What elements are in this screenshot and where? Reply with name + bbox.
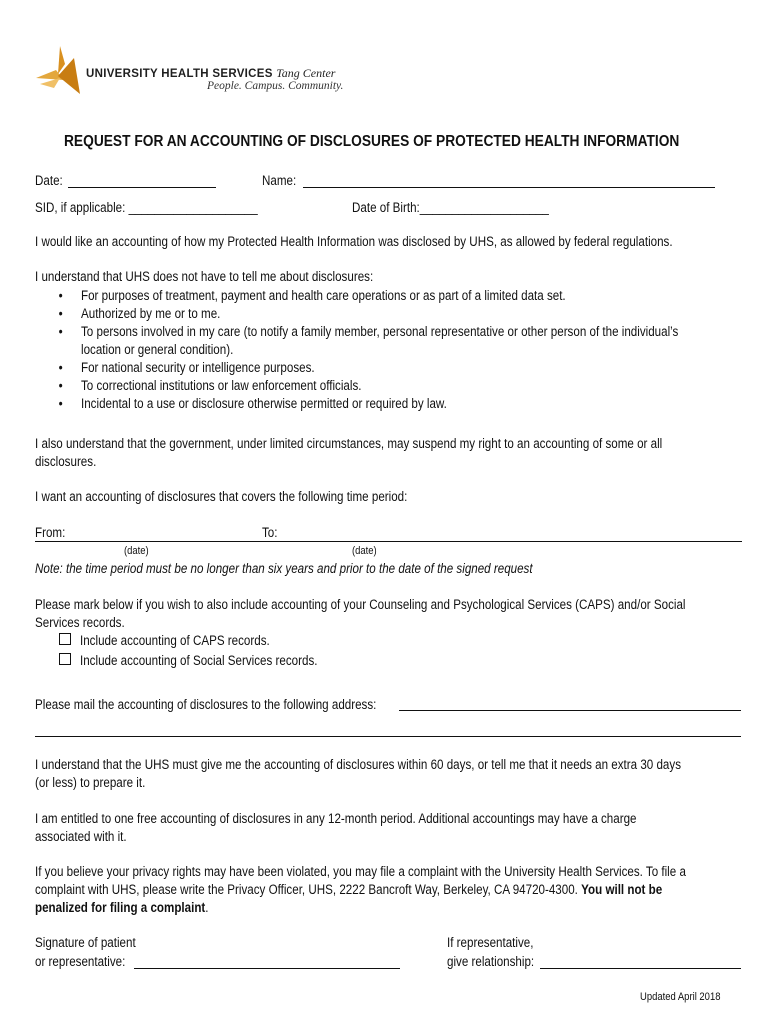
org-name: UNIVERSITY HEALTH SERVICES Tang Center [86, 66, 336, 80]
caps-text-2: Services records. [35, 615, 125, 630]
list-item: • Incidental to a use or disclosure otherwise permitted or required by law. [58, 396, 447, 411]
privacy-text-2: complaint with UHS, please write the Privacy Officer, UHS, 2222 Bancroft Way, Berkeley, CA 94720-4300. You will not be [35, 882, 663, 897]
period-note: Note: the time period must be no longer than six years and prior to the date of the signed request [35, 561, 533, 576]
social-services-checkbox[interactable] [59, 653, 71, 665]
privacy-text-1: If you believe your privacy rights may have been violated, you may file a complaint with the University Health Services. To file a [35, 864, 686, 879]
list-item: • Authorized by me or to me. [58, 306, 221, 321]
government-text-1: I also understand that the government, under limited circumstances, may suspend my right to an accounting of some or all [35, 436, 663, 451]
from-date-hint: (date) [124, 545, 149, 557]
list-item: location or general condition). [81, 342, 234, 357]
date-field[interactable] [68, 187, 216, 188]
date-label: Date: [35, 173, 63, 188]
understand-heading: I understand that UHS does not have to tell me about disclosures: [35, 269, 374, 284]
org-sub: Tang Center [276, 66, 336, 80]
caps-checkbox[interactable] [59, 633, 71, 645]
social-services-option-label: Include accounting of Social Services records. [80, 653, 318, 668]
free-text-1: I am entitled to one free accounting of disclosures in any 12-month period. Additional accountings may have a charge [35, 811, 637, 826]
privacy-bold-a: You will not be [581, 882, 663, 897]
from-label: From: [35, 525, 66, 540]
name-label: Name: [262, 173, 297, 188]
org-tagline: People. Campus. Community. [207, 80, 344, 92]
days-text-2: (or less) to prepare it. [35, 775, 146, 790]
address-field-2[interactable] [35, 736, 741, 737]
bullet-list [58, 287, 679, 413]
signature-label-1: Signature of patient [35, 935, 136, 950]
list-item: • For national security or intelligence purposes. [58, 360, 315, 375]
name-field[interactable] [303, 187, 715, 188]
intro-text: I would like an accounting of how my Protected Health Information was disclosed by UHS, as allowed by federal regulations. [35, 234, 673, 249]
address-field-1[interactable] [399, 710, 741, 711]
to-label: To: [262, 525, 278, 540]
government-text-2: disclosures. [35, 454, 97, 469]
privacy-text-3: penalized for filing a complaint. [35, 900, 209, 915]
period-intro: I want an accounting of disclosures that covers the following time period: [35, 489, 408, 504]
list-item: • To correctional institutions or law enforcement officials. [58, 378, 362, 393]
page-title: REQUEST FOR AN ACCOUNTING OF DISCLOSURES OF PROTECTED HEALTH INFORMATION [64, 133, 680, 150]
uhs-logo-icon [34, 44, 82, 96]
to-date-hint: (date) [352, 545, 377, 557]
sid-label[interactable]: SID, if applicable: ____________________ [35, 200, 258, 215]
representative-label-2: give relationship: [447, 954, 535, 969]
mail-label: Please mail the accounting of disclosures to the following address: [35, 697, 377, 712]
representative-label-1: If representative, [447, 935, 534, 950]
list-item: • For purposes of treatment, payment and health care operations or as part of a limited data set. [58, 288, 566, 303]
list-item: • To persons involved in my care (to notify a family member, personal representative or other person of the individual’s [58, 324, 679, 339]
period-line[interactable] [35, 541, 742, 542]
signature-field[interactable] [134, 968, 400, 969]
free-text-2: associated with it. [35, 829, 127, 844]
caps-option-label: Include accounting of CAPS records. [80, 633, 270, 648]
caps-text-1: Please mark below if you wish to also include accounting of your Counseling and Psychological Services (CAPS) and/or Social [35, 597, 686, 612]
privacy-bold-b: penalized for filing a complaint [35, 900, 206, 915]
days-text-1: I understand that the UHS must give me the accounting of disclosures within 60 days, or tell me that it needs an extra 30 days [35, 757, 681, 772]
updated-date: Updated April 2018 [640, 991, 721, 1003]
relationship-field[interactable] [540, 968, 741, 969]
dob-label[interactable]: Date of Birth:____________________ [352, 200, 549, 215]
signature-label-2: or representative: [35, 954, 126, 969]
